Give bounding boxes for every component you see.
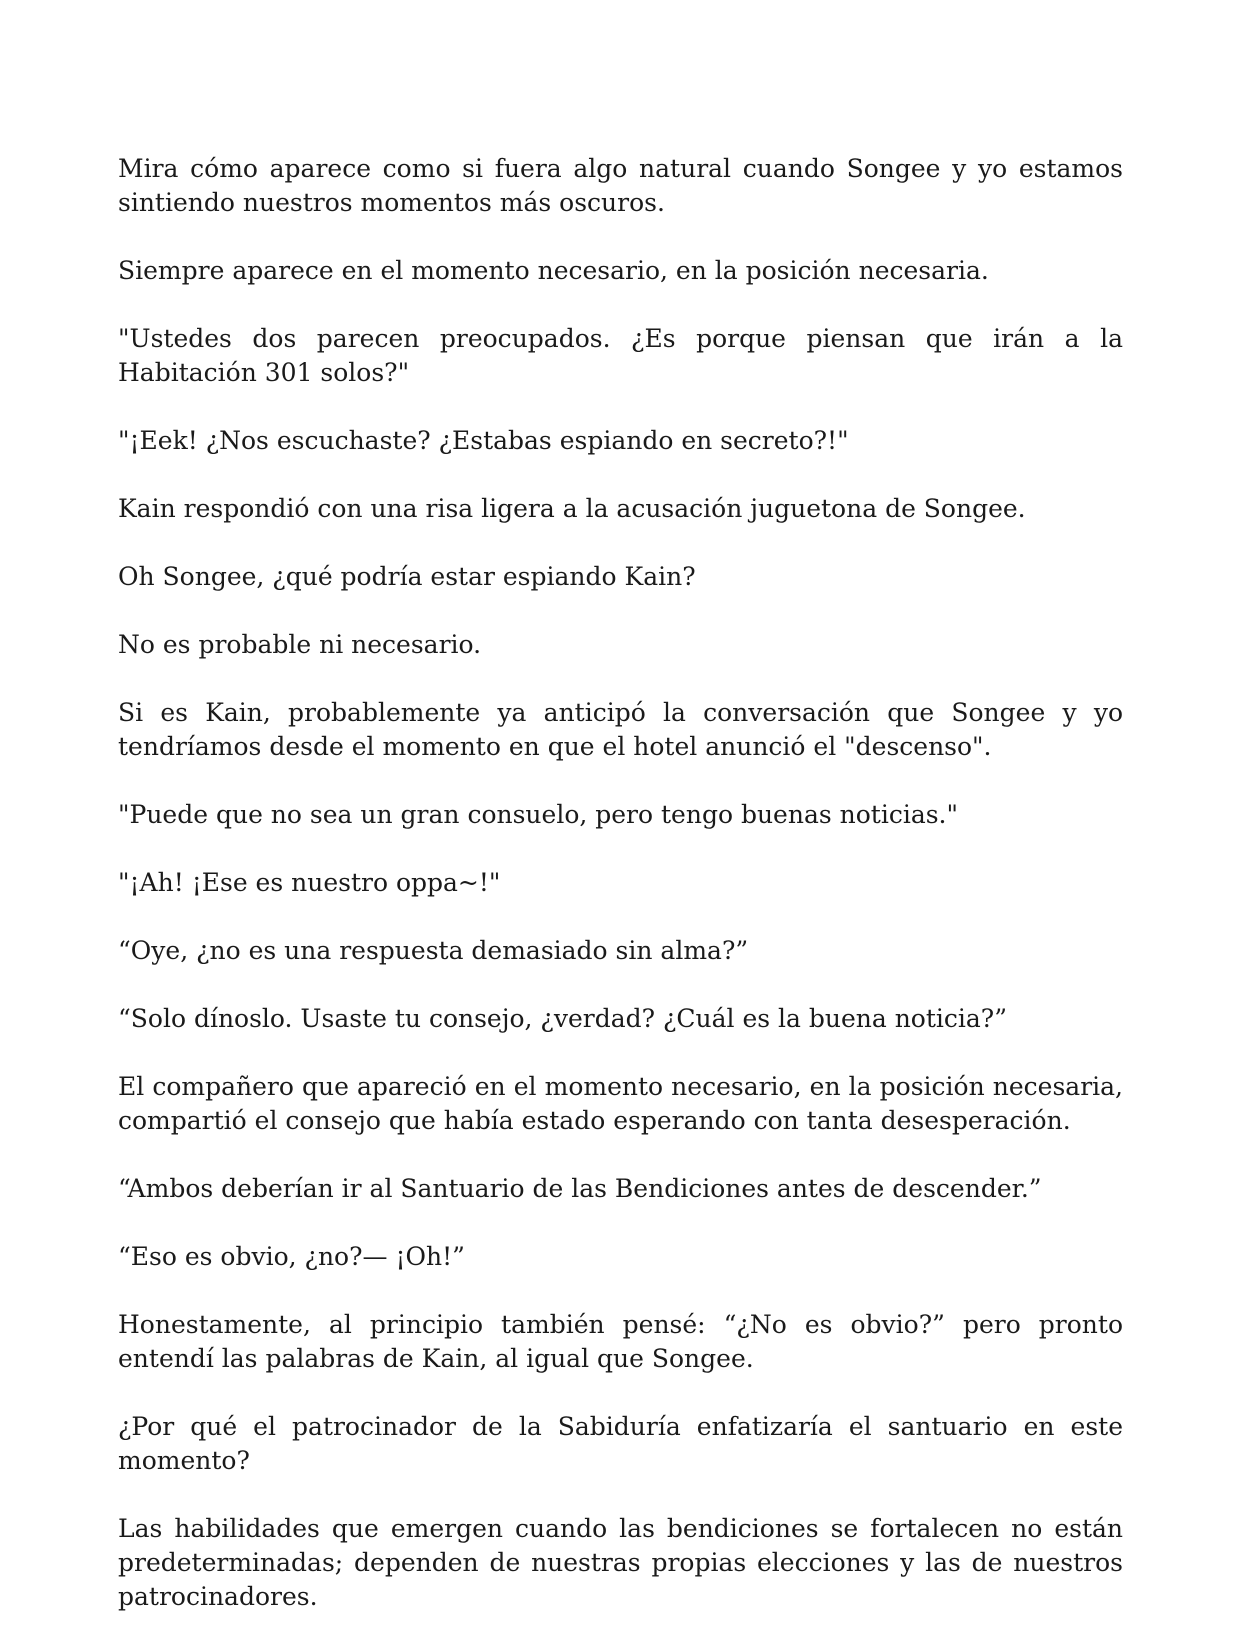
paragraph: Honestamente, al principio también pensé: “¿No es obvio?” pero pronto entendí las palabras de Kain, al igual que Songee.	[118, 1310, 1123, 1373]
paragraph: Las habilidades que emergen cuando las bendiciones se fortalecen no están predeterminadas; dependen de nuestras propias elecciones y las de nuestros patrocinadores.	[118, 1514, 1123, 1611]
paragraph: “Eso es obvio, ¿no?— ¡Oh!”	[118, 1242, 465, 1271]
paragraph: “Solo dínoslo. Usaste tu consejo, ¿verdad? ¿Cuál es la buena noticia?”	[118, 1004, 1007, 1033]
document-page	[118, 152, 1123, 1648]
paragraph: "Ustedes dos parecen preocupados. ¿Es porque piensan que irán a la Habitación 301 solos?"	[118, 324, 1123, 387]
paragraph: ¿Por qué el patrocinador de la Sabiduría enfatizaría el santuario en este momento?	[118, 1412, 1123, 1475]
paragraph: No es probable ni necesario.	[118, 630, 482, 659]
paragraph: "¡Ah! ¡Ese es nuestro oppa~!"	[118, 868, 501, 897]
paragraph: Kain respondió con una risa ligera a la acusación juguetona de Songee.	[118, 494, 1026, 523]
paragraph: Siempre aparece en el momento necesario, en la posición necesaria.	[118, 256, 989, 285]
paragraph: Oh Songee, ¿qué podría estar espiando Kain?	[118, 562, 696, 591]
paragraph: “Oye, ¿no es una respuesta demasiado sin alma?”	[118, 936, 749, 965]
paragraph: "Puede que no sea un gran consuelo, pero tengo buenas noticias."	[118, 800, 959, 829]
paragraph: Mira cómo aparece como si fuera algo natural cuando Songee y yo estamos sintiendo nuestros momentos más oscuros.	[118, 154, 1123, 217]
paragraph: "¡Eek! ¿Nos escuchaste? ¿Estabas espiando en secreto?!"	[118, 426, 849, 455]
paragraph: “Ambos deberían ir al Santuario de las Bendiciones antes de descender.”	[118, 1174, 1042, 1203]
paragraph: Si es Kain, probablemente ya anticipó la conversación que Songee y yo tendríamos desde el momento en que el hotel anunció el "descenso".	[118, 698, 1123, 761]
paragraph: El compañero que apareció en el momento necesario, en la posición necesaria, compartió el consejo que había estado esperando con tanta desesperación.	[118, 1072, 1123, 1135]
